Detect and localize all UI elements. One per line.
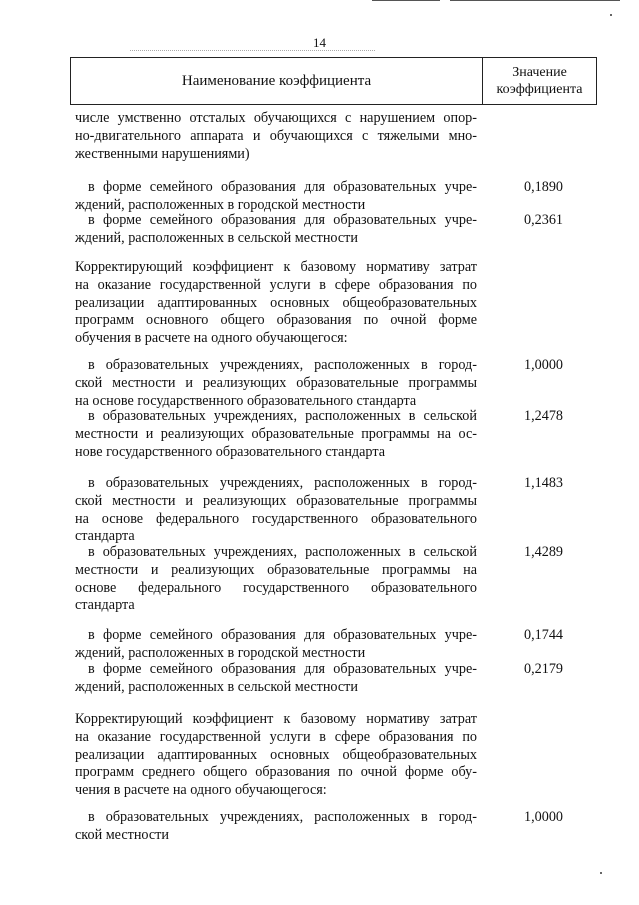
word: сельской	[423, 544, 477, 560]
word: на	[193, 330, 208, 347]
word: в	[420, 357, 428, 373]
word: реализующих	[203, 374, 287, 391]
word: государственного	[251, 510, 359, 527]
word: расположенных	[305, 544, 401, 560]
word: образования	[220, 627, 296, 643]
word: адаптированных	[157, 294, 258, 311]
word: одного	[190, 782, 232, 799]
word: обучения	[75, 330, 132, 347]
word: форме	[438, 312, 477, 329]
text-line	[0, 229, 639, 247]
word: местности	[105, 826, 169, 843]
word: образовательные	[296, 374, 399, 391]
word: расположенных	[128, 644, 224, 661]
word: форме	[103, 212, 142, 228]
word: государственного	[137, 392, 244, 409]
word: расположенных	[128, 196, 224, 213]
word: учре-	[444, 661, 477, 677]
word: аппарата	[190, 127, 244, 144]
word: основе	[75, 579, 117, 596]
word: мно-	[448, 127, 477, 144]
word: на	[172, 782, 187, 799]
word: обучающихся	[269, 127, 353, 144]
word: услуги	[269, 728, 311, 745]
word: в	[227, 229, 235, 246]
word: образовательных	[105, 357, 209, 373]
word: в	[134, 330, 142, 347]
word: расчете	[123, 782, 170, 799]
word: основных	[270, 294, 330, 311]
text-line	[0, 492, 639, 510]
word: городской	[237, 644, 299, 661]
word: образовательных	[333, 627, 437, 643]
word: расположенных	[314, 809, 410, 825]
word: образования	[255, 764, 331, 781]
word: обучающихся	[253, 110, 337, 126]
word: учреждениях,	[219, 475, 304, 491]
word: реализующих	[160, 425, 245, 442]
word: общеобразовательных	[342, 746, 477, 763]
word: обучающегося:	[255, 330, 348, 347]
text-line	[0, 425, 639, 443]
word: форме	[103, 627, 142, 643]
word: общеобразовательных	[342, 294, 477, 311]
word: в	[88, 661, 95, 677]
word: в	[227, 678, 235, 695]
header-name-cell: Наименование коэффициента	[181, 72, 372, 89]
word: государственной	[159, 728, 261, 745]
word: учреждениях,	[219, 809, 304, 825]
word: опор-	[443, 110, 477, 126]
word: расположенных	[128, 229, 224, 246]
word: базовому	[300, 259, 357, 275]
word: к	[283, 259, 291, 275]
word: государственного	[106, 443, 213, 460]
word: местности	[75, 561, 139, 578]
word: оказание	[97, 276, 152, 293]
word: услуги	[269, 276, 311, 293]
word: стандарта	[325, 443, 386, 460]
word: образования	[220, 179, 296, 195]
word: и	[145, 425, 154, 442]
word: в	[88, 627, 95, 643]
word: умственно	[117, 110, 182, 126]
word: образовательных	[333, 179, 437, 195]
word: в	[227, 196, 235, 213]
word: город-	[438, 475, 477, 491]
word: в	[227, 644, 235, 661]
text-line	[0, 258, 639, 276]
word: форме	[103, 661, 142, 677]
word: Корректирующий	[75, 711, 183, 727]
word: обучающегося:	[234, 782, 327, 799]
word: реализации	[75, 294, 145, 311]
word: образовательного	[370, 510, 477, 527]
text-line	[0, 276, 639, 294]
coefficient-value: 1,4289	[523, 544, 563, 560]
word: местности	[294, 229, 358, 246]
word: с	[362, 127, 369, 144]
word: на	[437, 425, 452, 442]
word: программы	[408, 374, 477, 391]
text-line	[0, 728, 639, 746]
word: очной	[390, 312, 427, 329]
word: на	[75, 392, 89, 409]
word: ждений,	[75, 644, 125, 661]
word: среднего	[141, 764, 196, 781]
word: на	[75, 728, 89, 745]
word: образовательных	[102, 544, 206, 560]
coefficient-value: 1,0000	[523, 357, 563, 373]
word: для	[304, 212, 325, 228]
word: ждений,	[75, 678, 125, 695]
word: образования	[378, 728, 454, 745]
word: образовательного	[215, 443, 322, 460]
coefficient-value: 0,2361	[523, 212, 563, 228]
word: федерального	[138, 579, 222, 596]
word: образовательных	[105, 475, 209, 491]
word: но-двигательного	[75, 127, 181, 144]
word: нове	[75, 443, 103, 460]
word: программ	[75, 312, 134, 329]
coefficient-value: 1,1483	[523, 475, 563, 491]
word: город-	[438, 809, 477, 825]
word: образовательные	[251, 425, 354, 442]
word: программы	[361, 425, 430, 442]
coefficient-value: 1,2478	[523, 408, 563, 424]
word: городской	[237, 196, 299, 213]
word: очной	[360, 764, 397, 781]
word: отсталых	[189, 110, 246, 126]
word: расчете	[144, 330, 191, 347]
coefficient-value: 0,2179	[523, 661, 563, 677]
word: сельской	[423, 408, 477, 424]
word: форме	[103, 179, 142, 195]
word: реализующих	[203, 492, 287, 509]
word: основе	[101, 510, 144, 527]
word: местности	[75, 425, 139, 442]
word: сельской	[237, 678, 292, 695]
coefficient-value: 0,1890	[523, 179, 563, 195]
text-line	[0, 329, 639, 347]
word: в	[88, 544, 95, 560]
word: государственной	[159, 276, 261, 293]
text-line	[0, 311, 639, 329]
word: учре-	[444, 627, 477, 643]
word: учре-	[444, 179, 477, 195]
word: расположенных	[314, 475, 410, 491]
word: ос-	[458, 425, 477, 442]
word: семейного	[149, 627, 213, 643]
word: семейного	[149, 661, 213, 677]
word: реализации	[75, 746, 145, 763]
word: коэффициент	[192, 711, 274, 727]
scan-artifact	[372, 0, 440, 1]
word: образовательного	[246, 392, 353, 409]
scan-speck	[600, 872, 602, 874]
word: базовому	[300, 711, 357, 727]
word: стандарта	[75, 528, 135, 545]
word: в	[88, 179, 95, 195]
word: затрат	[439, 711, 477, 727]
word: в	[420, 475, 428, 491]
word: образовательных	[333, 661, 437, 677]
word: одного	[211, 330, 253, 347]
word: в	[408, 408, 416, 424]
word: общего	[203, 764, 248, 781]
word: расположенных	[305, 408, 401, 424]
word: образовательных	[105, 809, 209, 825]
word: местности	[301, 644, 366, 661]
word: и	[150, 561, 159, 578]
word: нарушением	[359, 110, 436, 126]
text-line	[0, 579, 639, 597]
word: программы	[381, 561, 451, 578]
text-line	[0, 561, 639, 579]
word: на	[463, 561, 477, 578]
word: по	[363, 312, 379, 329]
word: местности	[301, 196, 366, 213]
text-line	[0, 443, 639, 461]
word: учреждениях,	[219, 357, 304, 373]
text-line	[0, 374, 639, 392]
word: федерального	[155, 510, 240, 527]
word: образовательных	[102, 408, 206, 424]
text-line	[0, 710, 639, 728]
word: образовательных	[333, 212, 437, 228]
text-line	[0, 145, 639, 163]
word: и	[185, 492, 193, 509]
word: жественными	[75, 145, 158, 162]
word: сфере	[334, 276, 371, 293]
word: местности	[112, 492, 176, 509]
word: ской	[75, 492, 103, 509]
word: чения	[75, 782, 111, 799]
word: сфере	[334, 728, 371, 745]
word: в	[420, 809, 428, 825]
bleed-through	[130, 50, 375, 54]
word: в	[319, 276, 326, 293]
word: и	[185, 374, 193, 391]
word: общего	[220, 312, 265, 329]
word: основе	[92, 392, 134, 409]
word: оказание	[97, 728, 152, 745]
word: в	[88, 475, 95, 491]
word: в	[113, 782, 121, 799]
text-line	[0, 294, 639, 312]
word: и	[252, 127, 261, 144]
word: семейного	[149, 179, 213, 195]
scan-speck	[610, 14, 612, 16]
word: в	[88, 212, 95, 228]
word: форме	[404, 764, 444, 781]
word: в	[319, 728, 326, 745]
word: тяжелыми	[377, 127, 440, 144]
word: город-	[438, 357, 477, 373]
word: нормативу	[366, 259, 430, 275]
word: затрат	[439, 259, 477, 275]
word: по	[462, 728, 477, 745]
word: сельской	[237, 229, 292, 246]
coefficient-value: 0,1744	[523, 627, 563, 643]
text-line	[0, 596, 639, 614]
word: для	[304, 627, 325, 643]
word: числе	[75, 110, 110, 126]
word: образования	[220, 212, 296, 228]
word: для	[304, 179, 325, 195]
word: обу-	[451, 764, 477, 781]
word: ской	[75, 826, 103, 843]
word: стандарта	[75, 597, 135, 614]
word: программ	[75, 764, 134, 781]
word: программы	[408, 492, 477, 509]
word: образования	[220, 661, 296, 677]
word: в	[88, 357, 95, 373]
word: ждений,	[75, 229, 125, 246]
word: ждений,	[75, 196, 125, 213]
word: учре-	[444, 212, 477, 228]
scan-artifact	[450, 0, 620, 1]
word: по	[338, 764, 353, 781]
word: образования	[276, 312, 352, 329]
word: основного	[146, 312, 209, 329]
word: местности	[294, 678, 358, 695]
word: государственного	[243, 579, 350, 596]
text-line	[0, 127, 639, 145]
word: коэффициент	[192, 259, 274, 275]
word: образования	[378, 276, 454, 293]
word: на	[75, 276, 89, 293]
text-line	[0, 510, 639, 528]
word: реализующих	[171, 561, 255, 578]
word: стандарта	[356, 392, 417, 409]
word: образовательные	[267, 561, 370, 578]
word: нарушениями)	[161, 145, 250, 162]
table-header	[70, 57, 597, 105]
text-line	[0, 826, 639, 844]
coefficient-value: 1,0000	[523, 809, 563, 825]
word: для	[304, 661, 325, 677]
word: в	[88, 408, 95, 424]
word: в	[408, 544, 416, 560]
header-value-cell: Значение коэффициента	[496, 65, 583, 97]
word: расположенных	[128, 678, 224, 695]
word: в	[88, 809, 95, 825]
text-line	[0, 763, 639, 781]
text-line	[0, 746, 639, 764]
word: учреждениях,	[213, 544, 298, 560]
text-line	[0, 109, 639, 127]
word: образовательного	[370, 579, 477, 596]
word: основных	[270, 746, 330, 763]
word: на	[75, 510, 89, 527]
text-line	[0, 678, 639, 696]
page-number: 14	[313, 35, 326, 50]
word: по	[462, 276, 477, 293]
word: образовательные	[296, 492, 399, 509]
word: ской	[75, 374, 103, 391]
word: Корректирующий	[75, 259, 183, 275]
word: учреждениях,	[213, 408, 298, 424]
word: семейного	[149, 212, 213, 228]
word: к	[283, 711, 291, 727]
word: нормативу	[366, 711, 430, 727]
word: местности	[112, 374, 176, 391]
word: адаптированных	[157, 746, 258, 763]
word: с	[345, 110, 352, 126]
word: расположенных	[314, 357, 410, 373]
text-line	[0, 781, 639, 799]
